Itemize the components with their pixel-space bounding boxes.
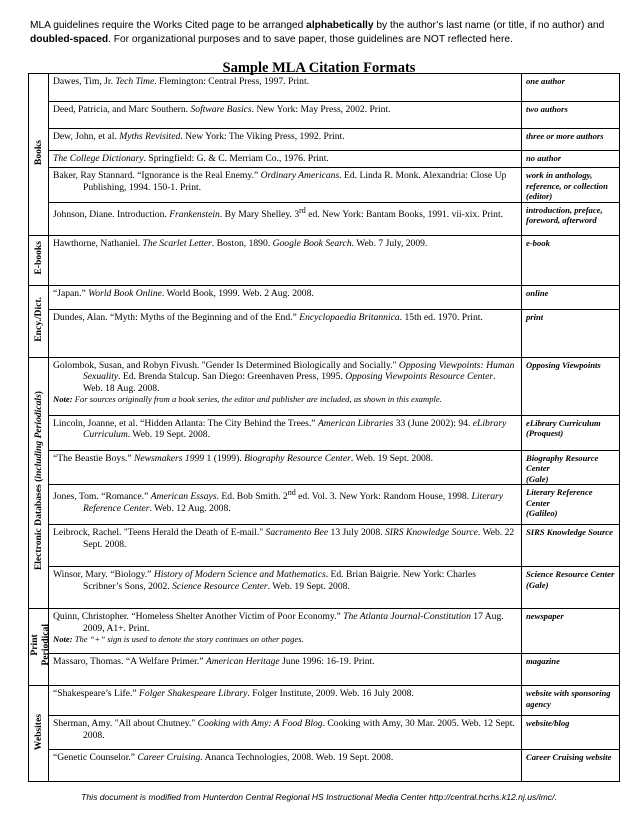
citation-type: eLibrary Curriculum (Proquest) [522,415,620,450]
category-websites: Websites [29,686,49,782]
category-ebooks: E-books [29,235,49,285]
citation: Johnson, Diane. Introduction. Frankenstein. By Mary Shelley. 3rd ed. New York: Bantam Books, 1991. vii-xix. Print. [49,202,522,235]
table-row [29,285,620,309]
table-row [29,609,620,654]
citation-type: Literary Reference Center (Galileo) [522,485,620,525]
table-row [29,686,620,716]
citation-type: no author [522,151,620,168]
table-row [29,151,620,168]
citation: Leibrock, Rachel. "Teens Herald the Death of E-mail." Sacramento Bee 13 July 2008. SIRS Knowledge Source. Web. 22 Sept. 2008. [49,525,522,567]
citation: Deed, Patricia, and Marc Southern. Software Basics. New York: May Press, 2002. Print. [49,102,522,129]
table-row [29,202,620,235]
category-ency-dict: Ency./Dict. [29,285,49,357]
citation: “The Beastie Boys.” Newsmakers 1999 1 (1999). Biography Resource Center. Web. 19 Sept. 2008. [49,450,522,485]
citation: Dawes, Tim, Jr. Tech Time. Flemington: Central Press, 1997. Print. [49,74,522,102]
table-row [29,450,620,485]
citation-type: print [522,309,620,357]
table-row [29,168,620,203]
table-row [29,415,620,450]
citation-type: Science Resource Center (Gale) [522,567,620,609]
citation-type: website with sponsoring agency [522,686,620,716]
citation: The College Dictionary. Springfield: G. & C. Merriam Co., 1976. Print. [49,151,522,168]
table-row [29,750,620,782]
citation-type: introduction, preface, foreword, afterword [522,202,620,235]
citation-type: online [522,285,620,309]
citation: “Genetic Counselor.” Career Cruising. Ananca Technologies, 2008. Web. 19 Sept. 2008. [49,750,522,782]
citation: Lincoln, Joanne, et al. “Hidden Atlanta: The City Behind the Trees.” American Libraries 33 (June 2002): 94. eLibrary Curriculum. Web. 19 Sept. 2008. [49,415,522,450]
table-row [29,357,620,415]
page-title: Sample MLA Citation Formats [222,60,416,76]
citation-type: SIRS Knowledge Source [522,525,620,567]
citation: Hawthorne, Nathaniel. The Scarlet Letter. Boston, 1890. Google Book Search. Web. 7 July, 2009. [49,235,522,285]
citation-note: Note: For sources originally from a book series, the editor and publisher are included, as shown in this example. [53,394,442,404]
citation: Winsor, Mary. “Biology.” History of Modern Science and Mathematics. Ed. Brian Baigrie. New York: Charles Scribner’s Sons, 2002. Science Resource Center. Web. 19 Sept. 2008. [49,567,522,609]
citation: Golombok, Susan, and Robyn Fivush. "Gender Is Determined Biologically and Socially." Opposing Viewpoints: Human Sexuality. Ed. Brenda Stalcup. San Diego: Greenhaven Press, 1995. Opposing Viewpoints Resource Center. Web. 18 Aug. 2008. Note: For sources originally from a book series, the editor and publisher are included, as shown in this example. [49,357,522,415]
citation: Massaro, Thomas. “A Welfare Primer.” American Heritage June 1996: 16-19. Print. [49,654,522,686]
citation-type: three or more authors [522,129,620,151]
citation-type: magazine [522,654,620,686]
footer-note: This document is modified from Hunterdon Central Regional HS Instructional Media Center http://central.hcrhs.k12.nj.us/imc/. [81,792,557,802]
citation-table [28,73,620,782]
citation-type: work in anthology, reference, or collection (editor) [522,168,620,203]
intro-paragraph: MLA guidelines require the Works Cited page to be arranged alphabetically by the author’s last name (or title, if no author) and doubled-spaced. For organizational purposes and to save paper, those guidelines are NOT reflected here. [30,20,605,45]
citation-type: Career Cruising website [522,750,620,782]
category-books: Books [29,74,49,236]
citation-type: one author [522,74,620,102]
citation-type: Opposing Viewpoints [522,357,620,415]
category-electronic-databases: Electronic Databases (including Periodicals) [29,357,49,609]
table-row [29,485,620,525]
citation-type: Biography Resource Center (Gale) [522,450,620,485]
citation: Sherman, Amy. "All about Chutney." Cooking with Amy: A Food Blog. Cooking with Amy, 30 Mar. 2005. Web. 12 Sept. 2008. [49,716,522,750]
table-row [29,309,620,357]
citation: Baker, Ray Stannard. “Ignorance is the Real Enemy.” Ordinary Americans. Ed. Linda R. Monk. Alexandria: Close Up Publishing, 1994. 150-1. Print. [49,168,522,203]
category-print-periodical: Print Periodical [29,609,49,686]
table-row [29,716,620,750]
table-row [29,567,620,609]
citation-type: two authors [522,102,620,129]
citation-type: newspaper [522,609,620,654]
citation-type: e-book [522,235,620,285]
citation: Dew, John, et al. Myths Revisited. New York: The Viking Press, 1992. Print. [49,129,522,151]
citation: “Japan.” World Book Online. World Book, 1999. Web. 2 Aug. 2008. [49,285,522,309]
table-row [29,74,620,102]
table-row [29,654,620,686]
citation-type: website/blog [522,716,620,750]
citation: Quinn, Christopher. “Homeless Shelter Another Victim of Poor Economy.” The Atlanta Journal-Constitution 17 Aug. 2009, A1+. Print. Note: The “+” sign is used to denote the story continues on other pages. [49,609,522,654]
citation: Jones, Tom. “Romance.” American Essays. Ed. Bob Smith. 2nd ed. Vol. 3. New York: Random House, 1998. Literary Reference Center. Web. 12 Aug. 2008. [49,485,522,525]
citation-note: Note: The “+” sign is used to denote the story continues on other pages. [53,634,304,644]
citation: Dundes, Alan. “Myth: Myths of the Beginning and of the End.” Encyclopaedia Britannica. 15th ed. 1970. Print. [49,309,522,357]
table-row [29,525,620,567]
table-row [29,129,620,151]
table-row [29,102,620,129]
table-row [29,235,620,285]
citation: “Shakespeare’s Life.” Folger Shakespeare Library. Folger Institute, 2009. Web. 16 July 2008. [49,686,522,716]
